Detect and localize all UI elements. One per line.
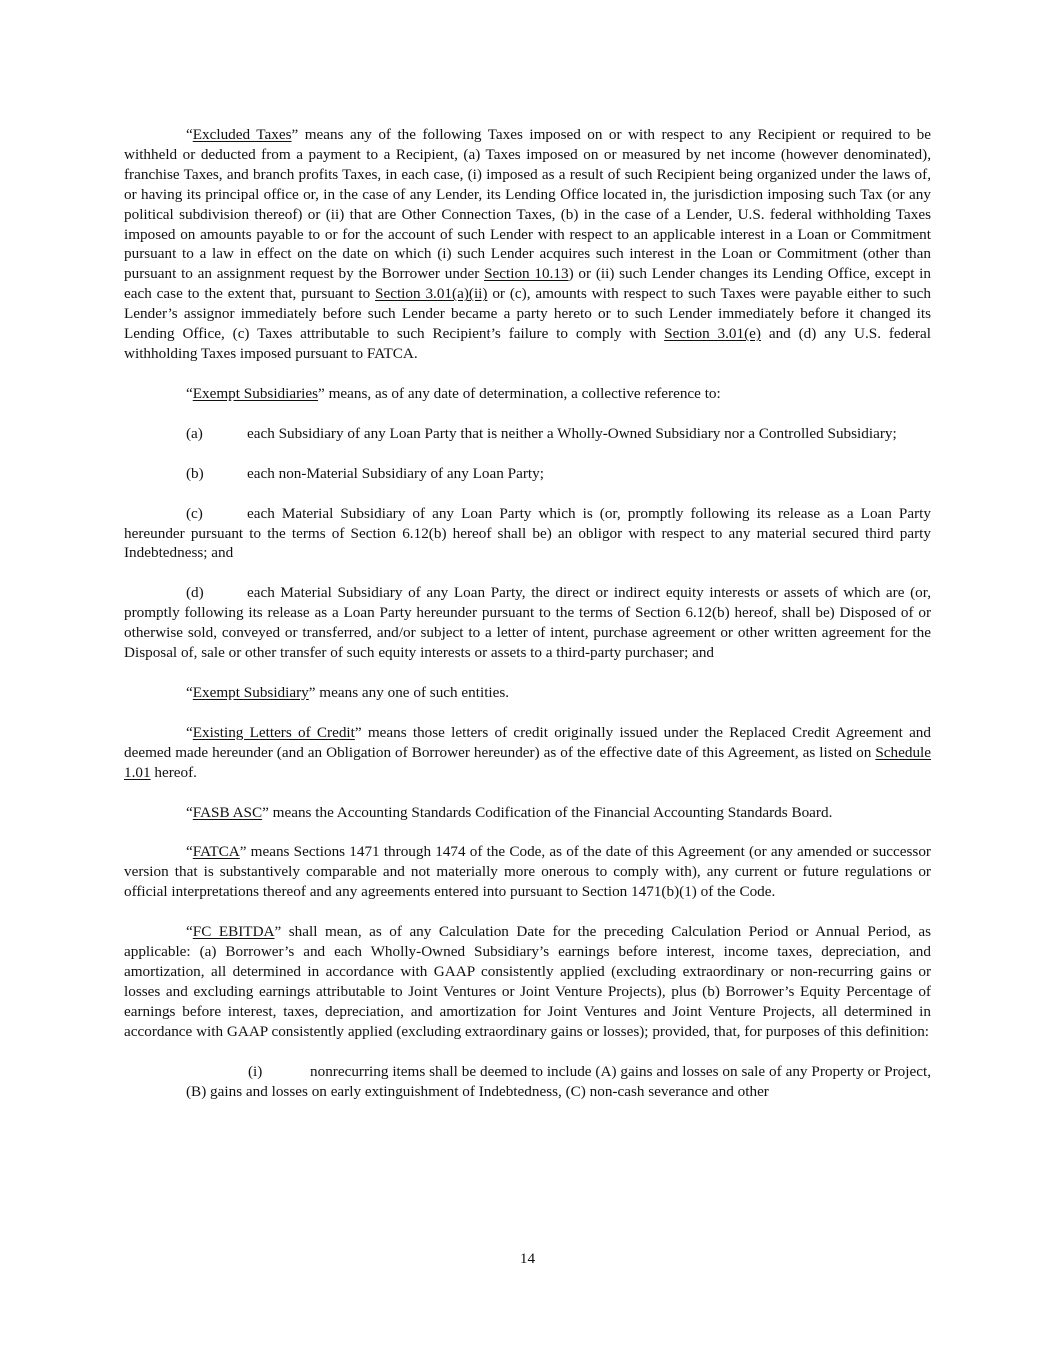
sub-clause-text: nonrecurring items shall be deemed to include (A) gains and losses on sale of any Property or Project, (B) gains and losses on early extinguishment of Indebtedness, (C) non-cash severance and other (186, 1062, 931, 1100)
defined-term: Excluded Taxes (192, 126, 292, 143)
definition-text: ” means those letters of credit originally issued under the Replaced Credit Agreement and deemed made hereunder (and an Obligation of Borrower hereunder) as of the effective date of this Agreement, as listed on (124, 723, 931, 761)
defined-term: FASB ASC (192, 803, 263, 821)
open-quote: “ (186, 723, 193, 741)
definition-text: ” means Sections 1471 through 1474 of the Code, as of the date of this Agreement (or any amended or successor version that is substantively comparable and not materially more onerous to comply with), any current or future regulations or official interpretations thereof and any agreements entered into pursuant to Section 1471(b)(1) of the Code. (124, 843, 931, 901)
definition-exempt-subsidiaries (124, 384, 931, 404)
clause-d (124, 583, 931, 663)
clause-b (124, 464, 931, 484)
section-reference: Section 10.13 (484, 265, 569, 283)
clause-text: each Material Subsidiary of any Loan Party, the direct or indirect equity interests or assets of which are (or, promptly following its release as a Loan Party hereunder pursuant to the terms of Section 6.12(b) hereof, shall be) Disposed of or otherwise sold, conveyed or transferred, and/or subject to a letter of intent, purchase agreement or other written agreement for the Disposal of, sale or other transfer of such equity interests or assets to a third-party purchaser; and (124, 584, 931, 662)
definition-exempt-subsidiary (124, 683, 931, 703)
definition-text: or (c), amounts with respect to such Taxes were payable either to such Lender’s assignor immediately before such Lender became a party hereto or to such Lender immediately before it changed its Lending Office, (c) Taxes attributable to such Recipient’s failure to comply with (124, 285, 931, 343)
clause-a (124, 424, 931, 444)
definition-existing-letters-of-credit (124, 723, 931, 783)
defined-term: FATCA (192, 843, 240, 861)
section-reference: Section 3.01(a)(ii) (375, 285, 488, 303)
definition-fatca (124, 842, 931, 902)
clause-text: each Material Subsidiary of any Loan Party which is (or, promptly following its release as a Loan Party hereunder pursuant to the terms of Section 6.12(b) hereof shall be) an obligor with respect to any material secured third party Indebtedness; and (124, 504, 931, 562)
sub-clause-i (186, 1062, 931, 1102)
clause-text: each non-Material Subsidiary of any Loan Party; (247, 464, 544, 482)
page-number: 14 (519, 1250, 536, 1267)
sub-clause-label: (i) (248, 1062, 263, 1080)
clause-label: (d) (186, 584, 204, 602)
defined-term: Exempt Subsidiaries (192, 384, 319, 402)
open-quote: “ (186, 683, 193, 701)
definition-text: ” means, as of any date of determination, a collective reference to: (318, 384, 721, 402)
clause-label: (b) (186, 464, 204, 482)
open-quote: “ (186, 843, 193, 861)
open-quote: “ (186, 923, 193, 941)
schedule-reference: Schedule 1.01 (124, 743, 931, 781)
page-body (124, 125, 931, 1101)
defined-term: FC EBITDA (192, 923, 275, 941)
clause-label: (a) (186, 424, 203, 442)
definition-text: hereof. (150, 763, 197, 781)
definition-text: ” means any one of such entities. (308, 683, 510, 701)
clause-text: each Subsidiary of any Loan Party that is neither a Wholly-Owned Subsidiary nor a Controlled Subsidiary; (247, 424, 897, 442)
definition-fc-ebitda (124, 922, 931, 1041)
definition-text: ” shall mean, as of any Calculation Date for the preceding Calculation Period or Annual Period, as applicable: (a) Borrower’s and each Wholly-Owned Subsidiary’s earnings before interest, income taxes, depreciation, and amortization, all determined in accordance with GAAP consistently applied (excluding extraordinary or non-recurring gains or losses and excluding earnings attributable to Joint Ventures or Joint Venture Projects), plus (b) Borrower’s Equity Percentage of earnings before interest, taxes, depreciation, and amortization for Joint Ventures and Joint Venture Projects, all determined in accordance with GAAP consistently applied (excluding extraordinary gains or losses); provided, that, for purposes of this definition: (124, 923, 931, 1040)
clause-c (124, 504, 931, 564)
open-quote: “ (186, 126, 193, 143)
section-reference: Section 3.01(e) (664, 325, 761, 343)
definition-text: and (d) any U.S. federal withholding Taxes imposed pursuant to FATCA. (124, 325, 931, 362)
definition-text: ” means the Accounting Standards Codification of the Financial Accounting Standards Board. (262, 803, 833, 821)
open-quote: “ (186, 803, 193, 821)
definition-fasb-asc (124, 803, 931, 823)
open-quote: “ (186, 384, 193, 402)
clause-label: (c) (186, 504, 203, 522)
definition-text: ” means any of the following Taxes imposed on or with respect to any Recipient or required to be withheld or deducted from a payment to a Recipient, (a) Taxes imposed on or measured by net income (however denominated), franchise Taxes, and branch profits Taxes, in each case, (i) imposed as a result of such Recipient being organized under the laws of, or having its principal office or, in the case of any Lender, its Lending Office located in, the jurisdiction imposing such Tax (or any political subdivision thereof) or (ii) that are Other Connection Taxes, (b) in the case of a Lender, U.S. federal withholding Taxes imposed on amounts payable to or for the account of such Lender with respect to an applicable interest in a Loan or Commitment pursuant to a law in effect on the date on which (i) such Lender acquires such interest in the Loan or Commitment (other than pursuant to an assignment request by the Borrower under (124, 126, 932, 283)
defined-term: Existing Letters of Credit (192, 723, 355, 741)
definition-text: ) or (ii) such Lender changes its Lending Office, except in each case to the extent that, pursuant to (124, 265, 931, 303)
defined-term: Exempt Subsidiary (192, 683, 309, 701)
definition-excluded-taxes (124, 125, 931, 364)
